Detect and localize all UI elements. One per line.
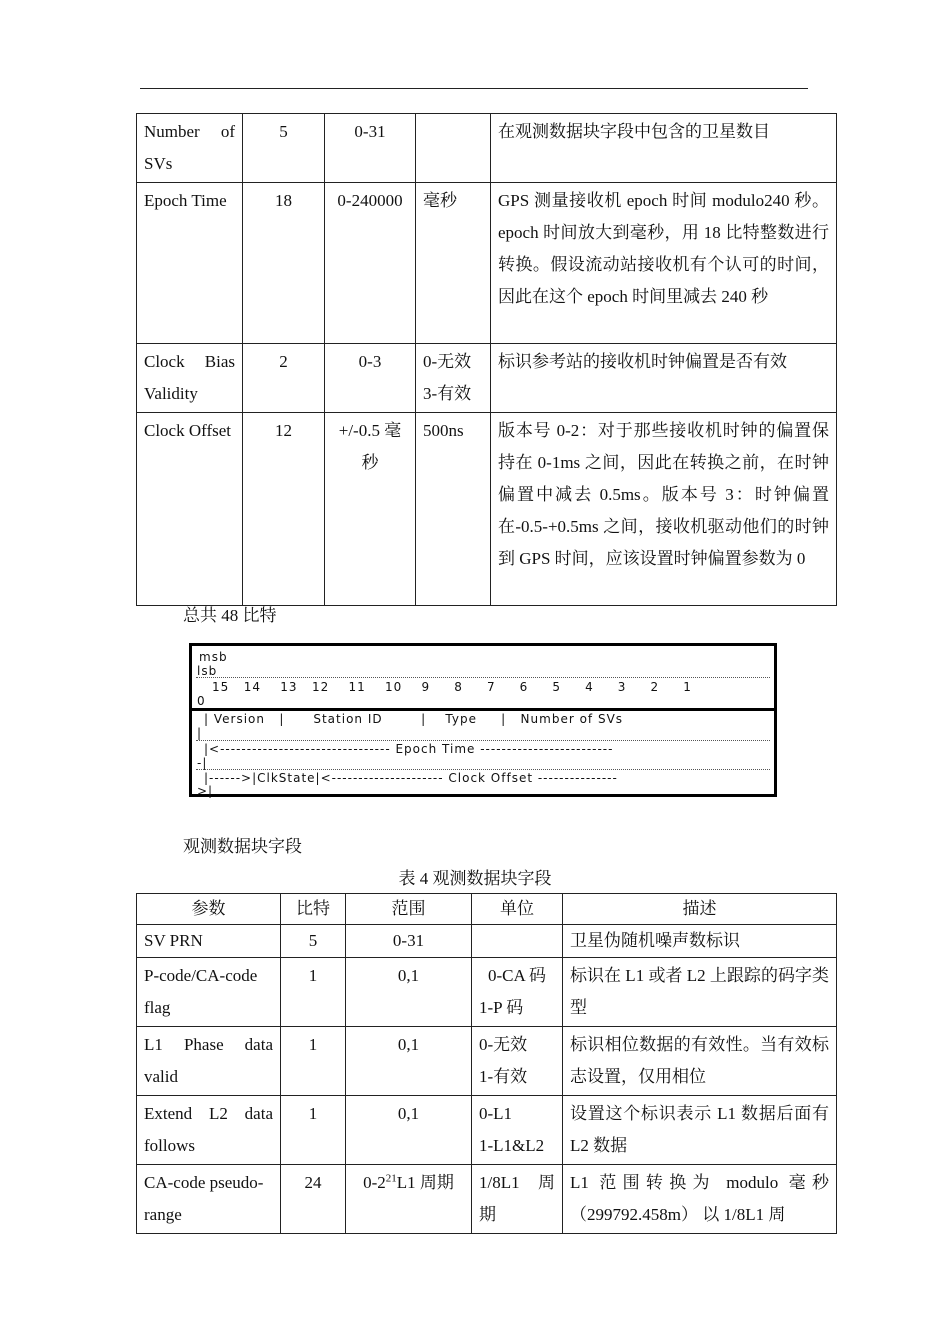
desc-cell: 标识相位数据的有效性。当有效标志设置，仅用相位 <box>563 1027 837 1096</box>
table-header-row <box>137 894 837 925</box>
range-cell: 0,1 <box>346 958 472 1027</box>
bit-numbers: 15 14 13 12 11 10 9 8 7 6 5 4 3 2 1 <box>212 680 692 694</box>
unit-cell: 1/8L1 周期 <box>472 1165 563 1234</box>
param-cell: Number of SVs <box>137 114 243 183</box>
header-range: 范围 <box>346 894 472 925</box>
dotted-rule <box>196 677 770 678</box>
param-cell: Clock Bias Validity <box>137 344 243 413</box>
diagram-row-wrap: -| <box>197 756 208 770</box>
bits-cell: 18 <box>243 183 325 344</box>
header-desc: 描述 <box>563 894 837 925</box>
range-cell <box>346 1165 472 1234</box>
unit-cell <box>472 925 563 958</box>
range-cell: 0,1 <box>346 1096 472 1165</box>
bits-cell: 1 <box>281 1096 346 1165</box>
total-bits-note: 总共 48 比特 <box>183 606 277 625</box>
bits-cell: 5 <box>243 114 325 183</box>
diagram-row-clock: |------>|ClkState|<--------------------- Clock Offset --------------- <box>204 771 618 785</box>
desc-cell: 设置这个标识表示 L1 数据后面有 L2 数据 <box>563 1096 837 1165</box>
header-bits: 比特 <box>281 894 346 925</box>
header-unit: 单位 <box>472 894 563 925</box>
header-param: 参数 <box>137 894 281 925</box>
range-exponent: 21 <box>385 1172 397 1185</box>
unit-line: 1-L1&L2 <box>479 1136 545 1155</box>
desc-cell: 标识在 L1 或者 L2 上跟踪的码字类型 <box>563 958 837 1027</box>
desc-cell: 版本号 0-2：对于那些接收机时钟的偏置保持在 0-1ms 之间，因此在转换之前，在时钟偏置中减去 0.5ms。版本号 3：时钟偏置在-0.5-+0.5ms 之间，接收机驱动他们的时钟到 GPS 时间，应该设置时钟偏置参数为 0 <box>491 413 837 606</box>
dotted-rule <box>196 769 770 770</box>
bit-field-table-continued <box>136 113 837 606</box>
param-cell: P-code/CA-code flag <box>137 958 281 1027</box>
table-row <box>137 1096 837 1165</box>
range-cell: 0-240000 <box>325 183 416 344</box>
unit-cell <box>472 1027 563 1096</box>
bits-cell: 1 <box>281 1027 346 1096</box>
range-cell: +/-0.5 毫秒 <box>325 413 416 606</box>
param-cell: Epoch Time <box>137 183 243 344</box>
header-rule <box>140 88 808 89</box>
bit-diagram-header <box>192 646 774 711</box>
table-row <box>137 925 837 958</box>
desc-cell: GPS 测量接收机 epoch 时间 modulo240 秒。epoch 时间放大到毫秒，用 18 比特整数进行转换。假设流动站接收机有个认可的时间，因此在这个 epoch 时间里减去 240 秒 <box>491 183 837 344</box>
bits-cell: 12 <box>243 413 325 606</box>
range-cell: 0-31 <box>325 114 416 183</box>
diagram-row-wrap: >| <box>197 784 214 798</box>
table-row <box>137 1027 837 1096</box>
diagram-row-epoch: |<-------------------------------- Epoch Time ------------------------- <box>204 742 614 756</box>
bits-cell: 1 <box>281 958 346 1027</box>
table-caption: 表 4 观测数据块字段 <box>398 869 552 888</box>
bit-zero: 0 <box>197 694 206 708</box>
diagram-row-version: | Version | Station ID | Type | Number of SVs <box>204 712 624 726</box>
lsb-label: lsb <box>197 664 218 678</box>
msb-label: msb <box>199 650 228 664</box>
bit-layout-diagram <box>189 643 777 797</box>
bits-cell: 5 <box>281 925 346 958</box>
table-row <box>137 413 837 606</box>
unit-line: 3-有效 <box>423 384 472 403</box>
unit-line: 1-P 码 <box>479 998 524 1017</box>
desc-cell: L1 范围转换为 modulo 毫秒（299792.458m） 以 1/8L1 周 <box>563 1165 837 1234</box>
unit-cell <box>416 114 491 183</box>
unit-cell <box>416 344 491 413</box>
desc-cell: 在观测数据块字段中包含的卫星数目 <box>491 114 837 183</box>
unit-line: 0-L1 <box>479 1104 513 1123</box>
range-base: 0-2 <box>363 1173 386 1192</box>
range-cell: 0-3 <box>325 344 416 413</box>
table-row <box>137 114 837 183</box>
dotted-rule <box>196 740 770 741</box>
unit-cell <box>472 1096 563 1165</box>
desc-cell: 卫星伪随机噪声数标识 <box>563 925 837 958</box>
range-cell: 0-31 <box>346 925 472 958</box>
unit-line: 1-有效 <box>479 1067 528 1086</box>
bits-cell: 2 <box>243 344 325 413</box>
param-cell: Extend L2 data follows <box>137 1096 281 1165</box>
range-tail: L1 周期 <box>396 1173 454 1192</box>
unit-cell: 500ns <box>416 413 491 606</box>
unit-cell: 毫秒 <box>416 183 491 344</box>
bits-cell: 24 <box>281 1165 346 1234</box>
param-cell: L1 Phase data valid <box>137 1027 281 1096</box>
param-cell: CA-code pseudo-range <box>137 1165 281 1234</box>
table-row <box>137 1165 837 1234</box>
unit-line: 0-无效 <box>479 1035 528 1054</box>
unit-line: 0-无效 <box>423 352 472 371</box>
range-cell: 0,1 <box>346 1027 472 1096</box>
param-cell: Clock Offset <box>137 413 243 606</box>
observation-data-table <box>136 893 837 1234</box>
param-cell: SV PRN <box>137 925 281 958</box>
diagram-row-wrap: | <box>197 726 203 740</box>
unit-line: 0-CA 码 <box>487 966 547 985</box>
desc-cell: 标识参考站的接收机时钟偏置是否有效 <box>491 344 837 413</box>
section-title: 观测数据块字段 <box>183 837 302 856</box>
table-row <box>137 344 837 413</box>
unit-cell <box>472 958 563 1027</box>
table-row <box>137 958 837 1027</box>
table-row <box>137 183 837 344</box>
